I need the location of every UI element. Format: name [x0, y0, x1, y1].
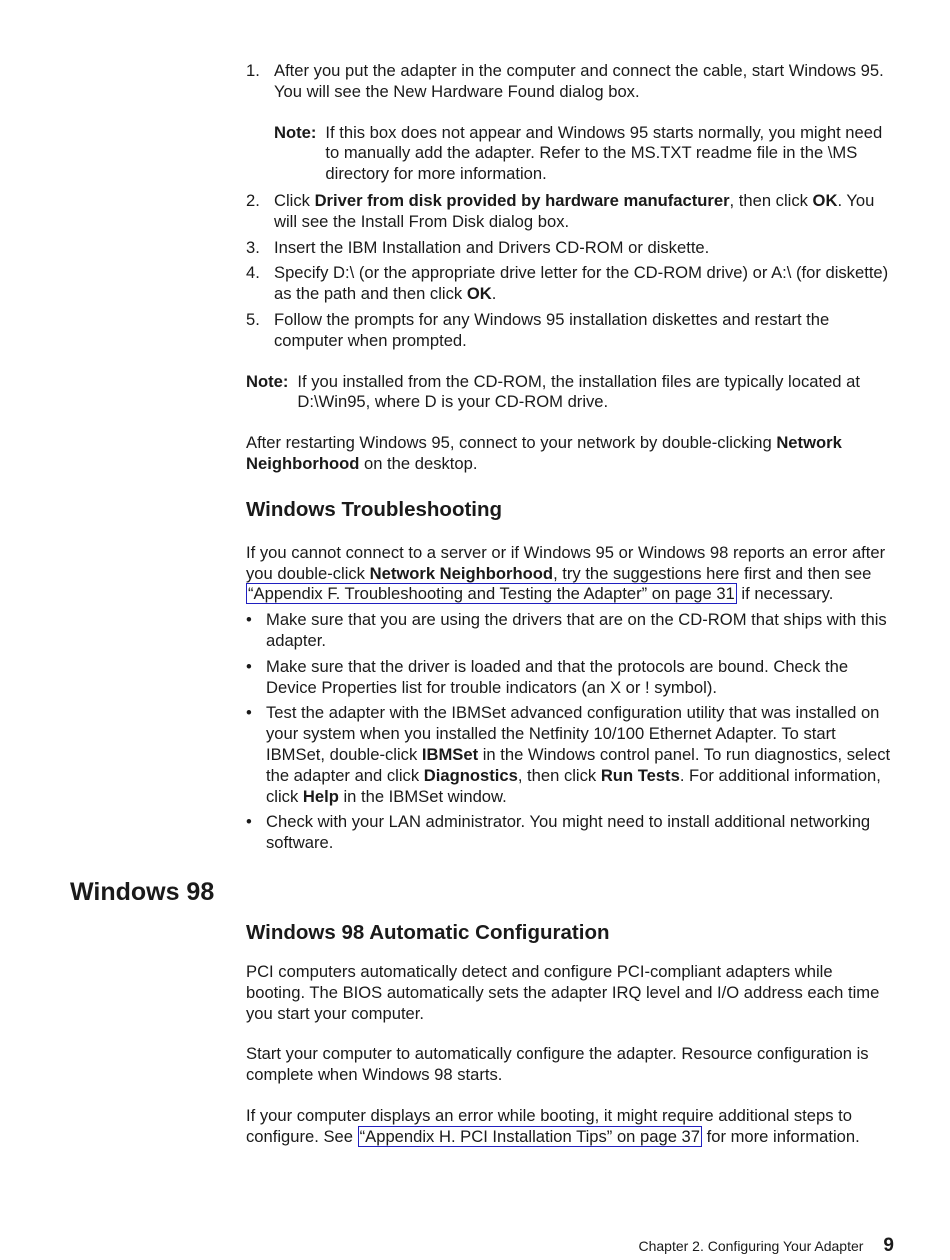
start-paragraph: Start your computer to automatically configure the adapter. Resource configuration is complete when Windows 98 starts. [246, 1044, 869, 1085]
item-text: Make sure that the driver is loaded and that the protocols are bound. Check the Device Properties list for trouble indicators (an X or ! symbol). [266, 656, 849, 697]
step-number: 5. [246, 309, 260, 329]
note-label: Note: [274, 122, 317, 142]
step-4 [246, 263, 894, 305]
para-text: if necessary. [736, 584, 834, 604]
pci-paragraph: PCI computers automatically detect and configure PCI-compliant adapters while booting. The BIOS automatically sets the adapter IRQ level and I/O address each time you start your computer. [246, 962, 880, 1023]
step-text: Insert the IBM Installation and Drivers CD-ROM or diskette. [274, 237, 710, 257]
page-number: 9 [883, 1235, 894, 1256]
step-text: . [491, 284, 497, 304]
step-bold: OK [812, 190, 838, 210]
bullet-icon: • [246, 703, 252, 723]
main-content [246, 61, 894, 859]
chapter-title: Chapter 2. Configuring Your Adapter [638, 1238, 864, 1254]
list-item [246, 703, 894, 807]
step-number: 4. [246, 263, 260, 283]
list-item [246, 812, 894, 854]
note-text: If this box does not appear and Windows 95 starts normally, you might need to manually add the adapter. Refer to the MS.TXT readme file in the \MS directory for more information. [325, 122, 883, 184]
auto-config-heading: Windows 98 Automatic Configuration [246, 921, 610, 944]
windows-98-section [246, 920, 894, 1148]
note-label: Note: [246, 371, 289, 391]
item-text: in the IBMSet window. [338, 786, 507, 806]
step-5 [246, 310, 894, 352]
item-text: in the Windows control panel. To run diagnostics, select the adapter and click [266, 744, 891, 785]
page-footer [638, 1236, 894, 1257]
item-bold: Help [302, 786, 339, 806]
step-note [274, 123, 894, 185]
after-restart-paragraph [246, 433, 894, 475]
step-text: , then click [729, 190, 813, 210]
install-steps [246, 61, 894, 352]
para-bold: Network Neighborhood [369, 563, 554, 583]
step-text: Follow the prompts for any Windows 95 installation diskettes and restart the computer when prompted. [274, 309, 830, 350]
item-bold: Run Tests [600, 765, 680, 785]
appendix-h-link[interactable]: “Appendix H. PCI Installation Tips” on page 37 [359, 1126, 700, 1146]
item-bold: IBMSet [421, 744, 479, 764]
step-1 [246, 61, 894, 185]
step-bold: OK [466, 284, 492, 304]
item-text: Make sure that you are using the drivers that are on the CD-ROM that ships with this adapter. [266, 610, 887, 650]
step-number: 3. [246, 237, 260, 257]
step-number: 2. [246, 190, 260, 210]
troubleshooting-heading: Windows Troubleshooting [246, 497, 503, 521]
windows-98-heading: Windows 98 [70, 878, 215, 906]
para-text: on the desktop. [359, 453, 478, 473]
error-paragraph [246, 1106, 894, 1148]
step-3 [246, 238, 894, 259]
para-text: , try the suggestions here first and then see [553, 563, 872, 583]
bullet-icon: • [246, 656, 252, 676]
appendix-f-link[interactable]: “Appendix F. Troubleshooting and Testing the Adapter” on page 31 [248, 584, 735, 604]
troubleshooting-list [246, 610, 894, 854]
item-text: , then click [517, 765, 601, 785]
list-item [246, 610, 894, 652]
cdrom-note [246, 372, 894, 414]
step-text: Click [274, 190, 315, 210]
step-text: After you put the adapter in the computer and connect the cable, start Windows 95. You will see the New Hardware Found dialog box. [274, 61, 884, 101]
step-2 [246, 191, 894, 233]
step-text: Specify D:\ (or the appropriate drive letter for the CD-ROM drive) or A:\ (for diskette) as the path and then click [274, 263, 889, 304]
item-text: Check with your LAN administrator. You might need to install additional networking software. [266, 812, 871, 853]
item-text: . For additional information, click [266, 765, 881, 806]
item-text: Test the adapter with the IBMSet advanced configuration utility that was installed on your system when you installed the Netfinity 10/100 Ethernet Adapter. To start IBMSet, double-click [266, 703, 880, 764]
bullet-icon: • [246, 812, 252, 832]
step-bold: Driver from disk provided by hardware manufacturer [314, 190, 730, 210]
para-text: After restarting Windows 95, connect to your network by double-clicking [246, 433, 777, 453]
troubleshooting-intro [246, 543, 894, 605]
bullet-icon: • [246, 610, 252, 630]
note-text: If you installed from the CD-ROM, the installation files are typically located at D:\Win95, where D is your CD-ROM drive. [297, 371, 860, 412]
para-text: If your computer displays an error while booting, it might require additional steps to configure. See [246, 1105, 852, 1146]
step-text: . You will see the Install From Disk dialog box. [274, 190, 875, 231]
list-item [246, 657, 894, 699]
step-number: 1. [246, 61, 260, 80]
para-text: If you cannot connect to a server or if Windows 95 or Windows 98 reports an error after you double-click [246, 542, 886, 583]
para-bold: Network Neighborhood [246, 433, 842, 473]
para-text: for more information. [702, 1126, 860, 1146]
item-bold: Diagnostics [423, 765, 518, 785]
